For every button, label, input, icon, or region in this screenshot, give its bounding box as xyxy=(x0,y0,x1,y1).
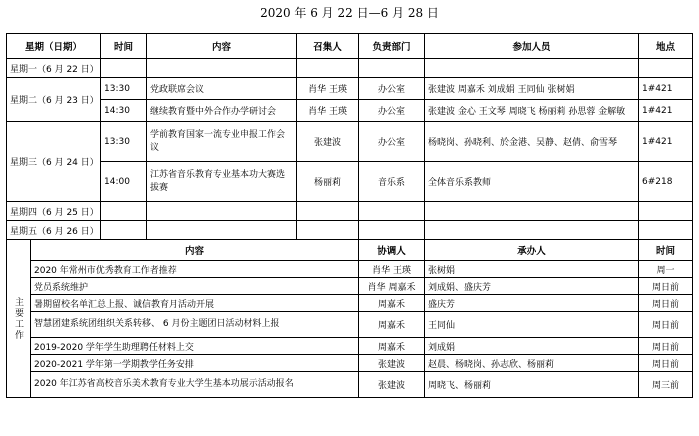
day-row-monday xyxy=(7,59,693,78)
event-convener: 肖华 王瑛 xyxy=(297,100,359,122)
work-coordinator: 肖华 周嘉禾 xyxy=(359,278,425,295)
schedule-header-row xyxy=(7,34,693,59)
event-dept: 办公室 xyxy=(359,122,425,162)
work-row xyxy=(7,295,693,312)
header-dept: 负责部门 xyxy=(359,34,425,59)
work-handler: 张树娟 xyxy=(425,261,639,278)
header-attendees: 参加人员 xyxy=(425,34,639,59)
work-header-content: 内容 xyxy=(31,240,359,261)
event-attendees: 张建波 金心 王文琴 周晓飞 杨丽莉 孙思蓉 金解敏 xyxy=(425,100,639,122)
work-header-coordinator: 协调人 xyxy=(359,240,425,261)
work-content: 党员系统维护 xyxy=(31,278,359,295)
work-time: 周日前 xyxy=(639,295,693,312)
header-place: 地点 xyxy=(639,34,693,59)
header-convener: 召集人 xyxy=(297,34,359,59)
header-time: 时间 xyxy=(101,34,147,59)
work-coordinator: 张建波 xyxy=(359,372,425,398)
event-convener: 张建波 xyxy=(297,122,359,162)
work-time: 周日前 xyxy=(639,278,693,295)
day-label: 星期一（6 月 22 日） xyxy=(7,59,101,78)
day-row-thursday xyxy=(7,202,693,221)
event-place: 1#421 xyxy=(639,100,693,122)
event-time: 13:30 xyxy=(101,122,147,162)
work-row xyxy=(7,355,693,372)
day-label: 星期三（6 月 24 日） xyxy=(7,122,101,202)
header-weekday: 星期（日期） xyxy=(7,34,101,59)
work-header-row xyxy=(7,240,693,261)
event-time: 14:30 xyxy=(101,100,147,122)
work-content: 2020-2021 学年第一学期教学任务安排 xyxy=(31,355,359,372)
day-row-friday xyxy=(7,221,693,240)
event-row xyxy=(7,122,693,162)
work-row xyxy=(7,261,693,278)
weekly-schedule-table xyxy=(6,33,693,398)
work-content: 2019-2020 学年学生助理聘任材料上交 xyxy=(31,338,359,355)
work-time: 周日前 xyxy=(639,338,693,355)
work-time: 周一 xyxy=(639,261,693,278)
work-row xyxy=(7,312,693,338)
work-row xyxy=(7,338,693,355)
event-convener: 肖华 王瑛 xyxy=(297,78,359,100)
page-title: 2020 年 6 月 22 日—6 月 28 日 xyxy=(260,6,439,20)
day-label: 星期二（6 月 23 日） xyxy=(7,78,101,122)
work-row xyxy=(7,278,693,295)
event-place: 1#421 xyxy=(639,78,693,100)
event-time: 14:00 xyxy=(101,162,147,202)
work-handler: 刘成娟、盛庆芳 xyxy=(425,278,639,295)
work-header-handler: 承办人 xyxy=(425,240,639,261)
work-handler: 赵晨、杨晓岗、孙志欣、杨丽莉 xyxy=(425,355,639,372)
work-coordinator: 周嘉禾 xyxy=(359,312,425,338)
event-convener: 杨丽莉 xyxy=(297,162,359,202)
work-content: 2020 年江苏省高校音乐美术教育专业大学生基本功展示活动报名 xyxy=(31,372,359,398)
event-attendees: 杨晓岗、孙晓利、於金港、吴静、赵倩、俞雪琴 xyxy=(425,122,639,162)
work-time: 周日前 xyxy=(639,355,693,372)
work-header-time: 时间 xyxy=(639,240,693,261)
event-content: 党政联席会议 xyxy=(147,78,297,100)
work-content: 2020 年常州市优秀教育工作者推荐 xyxy=(31,261,359,278)
work-handler: 周晓飞、杨丽莉 xyxy=(425,372,639,398)
event-row xyxy=(7,100,693,122)
header-content: 内容 xyxy=(147,34,297,59)
work-time: 周三前 xyxy=(639,372,693,398)
event-dept: 办公室 xyxy=(359,100,425,122)
event-attendees: 张建波 周嘉禾 刘成娟 王同仙 张树娟 xyxy=(425,78,639,100)
work-handler: 王同仙 xyxy=(425,312,639,338)
work-coordinator: 肖华 王瑛 xyxy=(359,261,425,278)
event-place: 6#218 xyxy=(639,162,693,202)
work-coordinator: 周嘉禾 xyxy=(359,295,425,312)
work-content: 智慧团建系统团组织关系转移、 6 月份主题团日活动材料上报 xyxy=(31,312,359,338)
event-row xyxy=(7,78,693,100)
work-coordinator: 周嘉禾 xyxy=(359,338,425,355)
work-coordinator: 张建波 xyxy=(359,355,425,372)
event-time: 13:30 xyxy=(101,78,147,100)
event-row xyxy=(7,162,693,202)
work-handler: 刘成娟 xyxy=(425,338,639,355)
event-content: 江苏省音乐教育专业基本功大赛选拔赛 xyxy=(147,162,297,202)
work-content: 暑期留校名单汇总上报、诚信教育月活动开展 xyxy=(31,295,359,312)
event-dept: 办公室 xyxy=(359,78,425,100)
work-handler: 盛庆芳 xyxy=(425,295,639,312)
day-label: 星期五（6 月 26 日） xyxy=(7,221,101,240)
day-label: 星期四（6 月 25 日） xyxy=(7,202,101,221)
event-dept: 音乐系 xyxy=(359,162,425,202)
work-row xyxy=(7,372,693,398)
work-time: 周日前 xyxy=(639,312,693,338)
event-content: 学前教育国家一流专业申报工作会议 xyxy=(147,122,297,162)
event-attendees: 全体音乐系教师 xyxy=(425,162,639,202)
main-work-label: 主要工作 xyxy=(7,240,31,398)
event-place: 1#421 xyxy=(639,122,693,162)
event-content: 继续教育暨中外合作办学研讨会 xyxy=(147,100,297,122)
